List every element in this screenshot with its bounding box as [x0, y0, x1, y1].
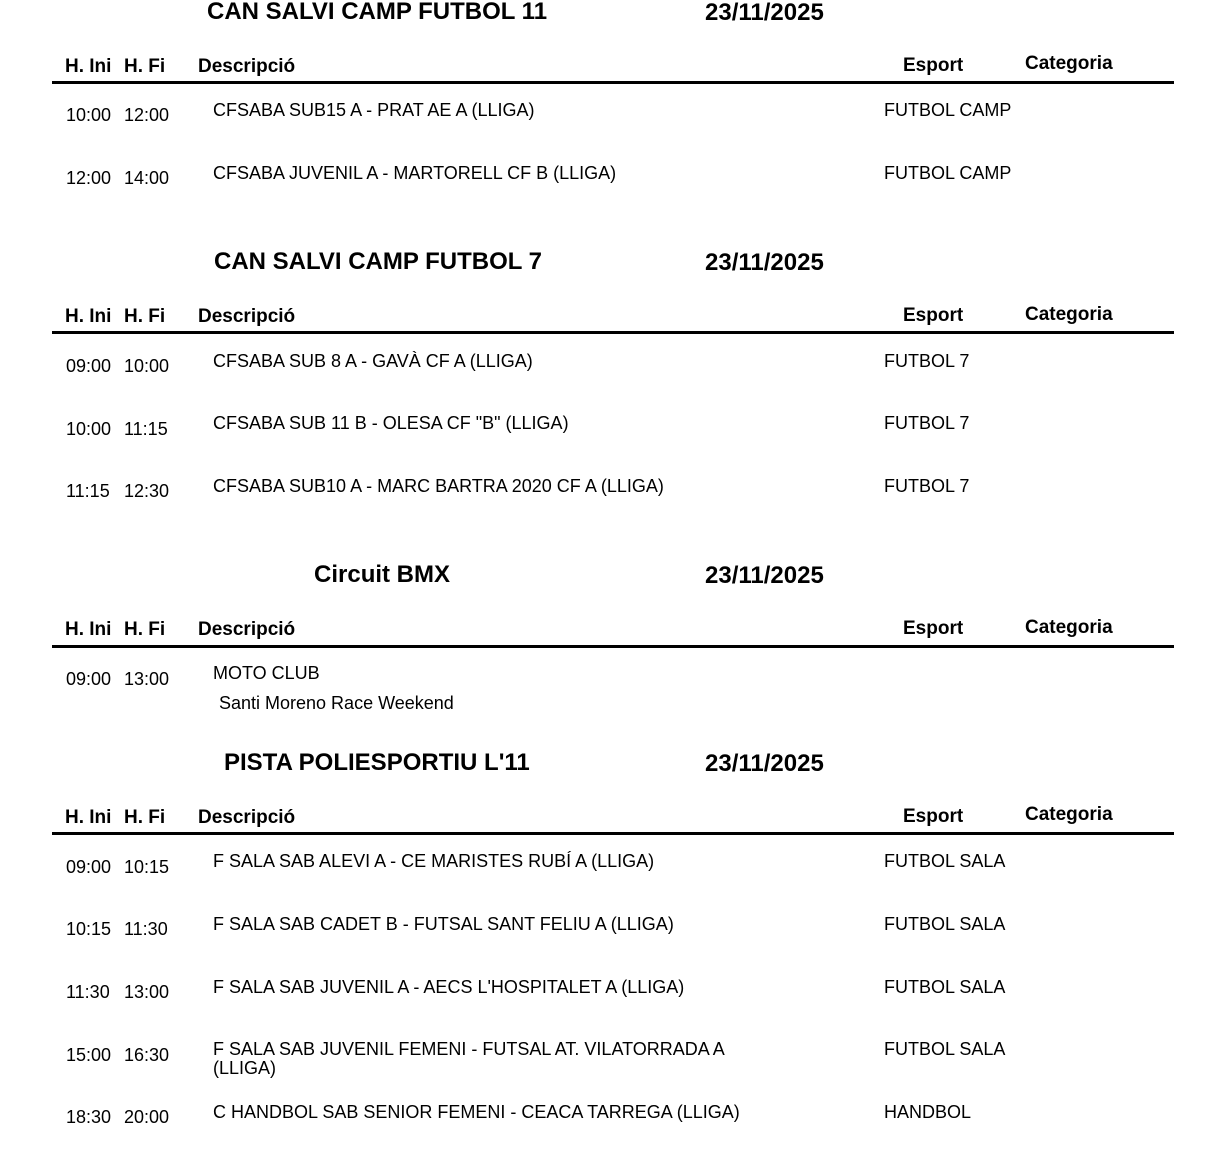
start-time: 10:00 — [66, 105, 112, 125]
header-divider — [52, 331, 1174, 334]
event-sport: FUTBOL 7 — [884, 413, 970, 433]
col-start-header: H. Ini — [65, 807, 112, 828]
event-description: C HANDBOL SAB SENIOR FEMENI - CEACA TARREGA (LLIGA) — [213, 1102, 740, 1122]
col-end-header: H. Fi — [124, 619, 166, 640]
start-time: 18:30 — [66, 1107, 112, 1127]
end-time: 10:15 — [124, 857, 170, 877]
col-start-header: H. Ini — [65, 619, 112, 640]
header-divider — [52, 645, 1174, 648]
start-time: 09:00 — [66, 857, 112, 877]
col-sport-header: Esport — [903, 618, 964, 639]
col-description-header: Descripció — [198, 306, 296, 327]
end-time: 12:00 — [124, 105, 170, 125]
end-time: 12:30 — [124, 481, 170, 501]
schedule-date: 23/11/2025 — [705, 750, 824, 777]
start-time: 12:00 — [66, 168, 112, 188]
start-time: 10:00 — [66, 419, 112, 439]
end-time: 13:00 — [124, 669, 170, 689]
event-description-detail: Santi Moreno Race Weekend — [219, 693, 454, 713]
col-start-header: H. Ini — [65, 56, 112, 77]
event-sport: FUTBOL CAMP — [884, 163, 1012, 183]
start-time: 10:15 — [66, 919, 112, 939]
col-category-header: Categoria — [1025, 617, 1113, 638]
start-time: 15:00 — [66, 1045, 112, 1065]
col-end-header: H. Fi — [124, 807, 166, 828]
venue-title: Circuit BMX — [314, 561, 451, 588]
event-description: F SALA SAB JUVENIL A - AECS L'HOSPITALET A (LLIGA) — [213, 977, 685, 997]
col-description-header: Descripció — [198, 807, 296, 828]
schedule-date: 23/11/2025 — [705, 249, 824, 276]
header-divider — [52, 832, 1174, 835]
schedule-date: 23/11/2025 — [705, 0, 824, 26]
end-time: 13:00 — [124, 982, 170, 1002]
col-sport-header: Esport — [903, 305, 964, 326]
col-sport-header: Esport — [903, 55, 964, 76]
col-category-header: Categoria — [1025, 804, 1113, 825]
start-time: 09:00 — [66, 669, 112, 689]
event-sport: HANDBOL — [884, 1102, 972, 1122]
event-description: CFSABA SUB15 A - PRAT AE A (LLIGA) — [213, 100, 535, 120]
schedule-date: 23/11/2025 — [705, 562, 824, 589]
end-time: 16:30 — [124, 1045, 170, 1065]
col-description-header: Descripció — [198, 56, 296, 77]
start-time: 09:00 — [66, 356, 112, 376]
start-time: 11:30 — [66, 982, 110, 1002]
event-sport: FUTBOL SALA — [884, 977, 1006, 997]
end-time: 11:15 — [124, 419, 168, 439]
event-description: CFSABA SUB 8 A - GAVÀ CF A (LLIGA) — [213, 351, 533, 371]
col-category-header: Categoria — [1025, 304, 1113, 325]
event-sport: FUTBOL SALA — [884, 1039, 1006, 1059]
event-description: MOTO CLUB — [213, 663, 320, 683]
event-description: CFSABA SUB10 A - MARC BARTRA 2020 CF A (LLIGA) — [213, 476, 664, 496]
col-start-header: H. Ini — [65, 306, 112, 327]
col-sport-header: Esport — [903, 806, 964, 827]
event-sport: FUTBOL SALA — [884, 914, 1006, 934]
venue-title: CAN SALVI CAMP FUTBOL 7 — [214, 248, 543, 275]
event-description: F SALA SAB CADET B - FUTSAL SANT FELIU A (LLIGA) — [213, 914, 674, 934]
venue-title: CAN SALVI CAMP FUTBOL 11 — [207, 0, 548, 25]
col-category-header: Categoria — [1025, 53, 1113, 74]
event-sport: FUTBOL 7 — [884, 351, 970, 371]
end-time: 14:00 — [124, 168, 170, 188]
col-end-header: H. Fi — [124, 56, 166, 77]
event-description: F SALA SAB JUVENIL FEMENI - FUTSAL AT. VILATORRADA A — [213, 1039, 725, 1059]
event-description: CFSABA JUVENIL A - MARTORELL CF B (LLIGA) — [213, 163, 617, 183]
event-description-continued: (LLIGA) — [213, 1058, 277, 1078]
event-sport: FUTBOL SALA — [884, 851, 1006, 871]
end-time: 11:30 — [124, 919, 168, 939]
col-end-header: H. Fi — [124, 306, 166, 327]
event-sport: FUTBOL CAMP — [884, 100, 1012, 120]
end-time: 20:00 — [124, 1107, 170, 1127]
event-sport: FUTBOL 7 — [884, 476, 970, 496]
start-time: 11:15 — [66, 481, 110, 501]
end-time: 10:00 — [124, 356, 170, 376]
event-description: F SALA SAB ALEVI A - CE MARISTES RUBÍ A (LLIGA) — [213, 851, 655, 871]
venue-title: PISTA POLIESPORTIU L'11 — [224, 749, 530, 776]
header-divider — [52, 81, 1174, 84]
event-description: CFSABA SUB 11 B - OLESA CF "B" (LLIGA) — [213, 413, 569, 433]
col-description-header: Descripció — [198, 619, 296, 640]
